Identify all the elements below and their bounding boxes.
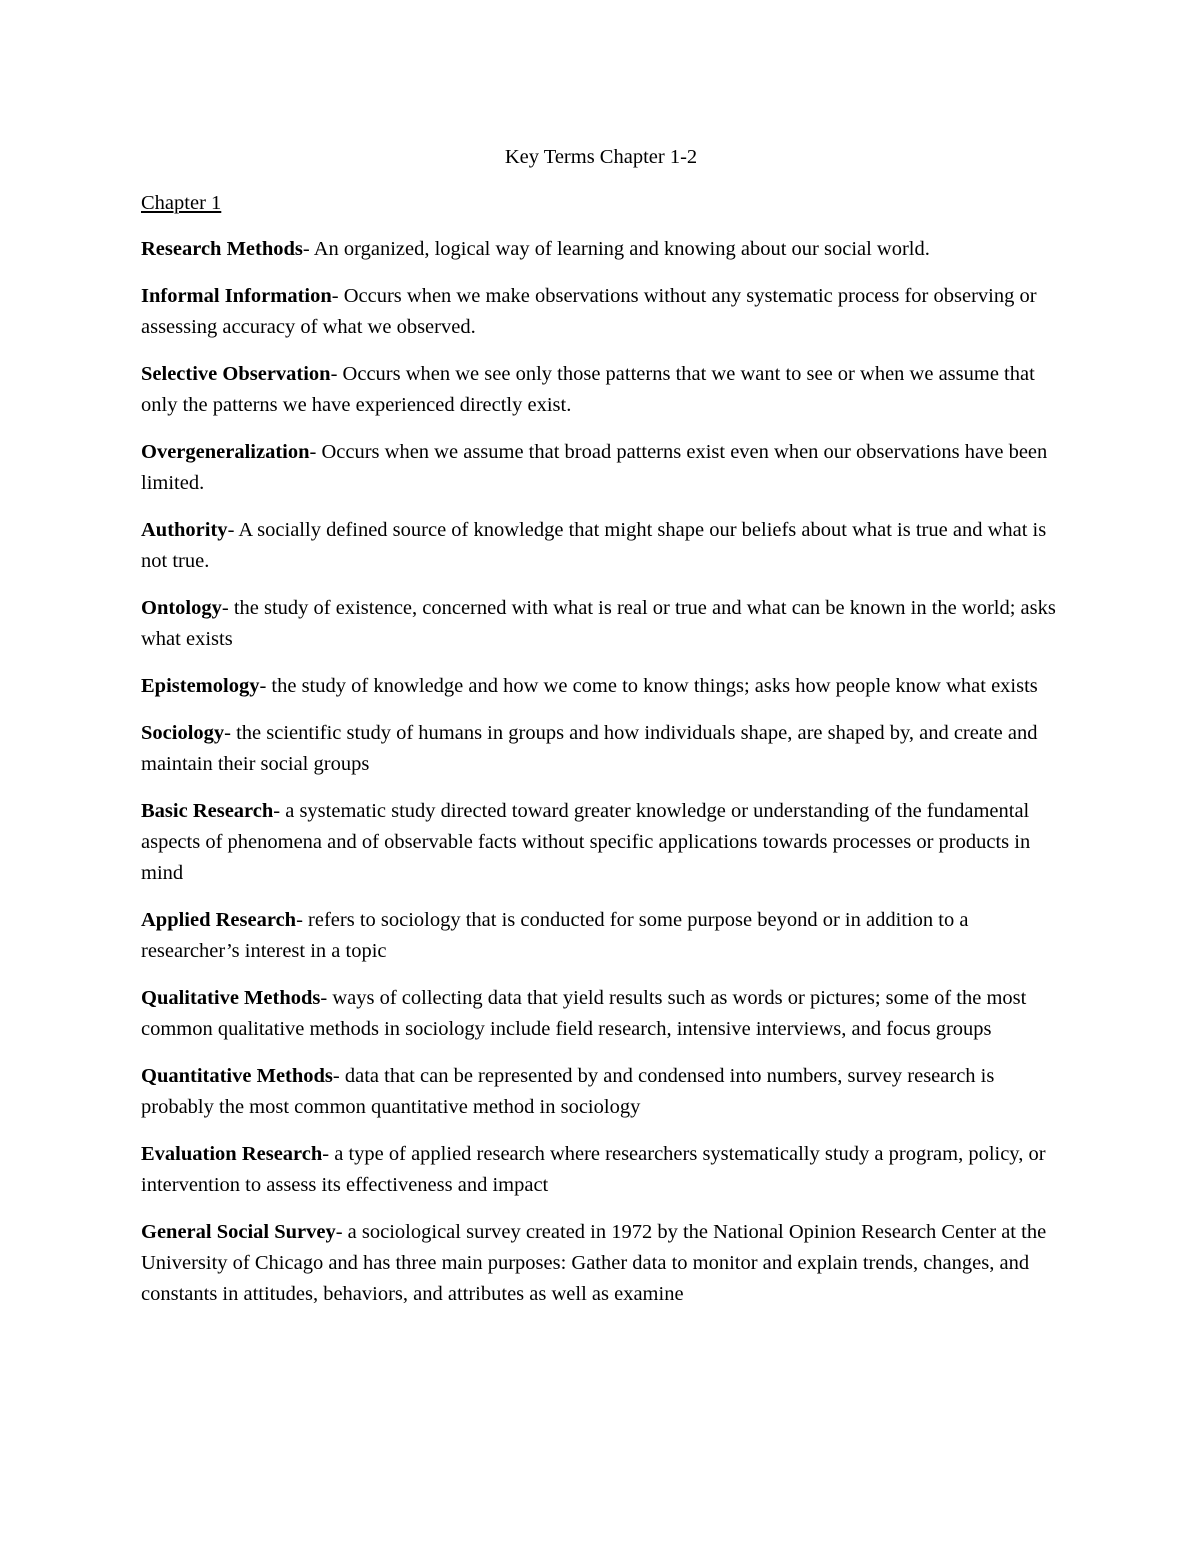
term-entry [141, 983, 1061, 1045]
term-name: General Social Survey [141, 1221, 336, 1243]
term-definition: - a sociological survey created in 1972 by the National Opinion Research Center at the University of Chicago and has three main purposes: Gather data to monitor and explain trends, changes, and constants in attitudes, behaviors, and attributes as well as examine [141, 1221, 1047, 1305]
term-entry [141, 1139, 1061, 1201]
term-definition: - ways of collecting data that yield results such as words or pictures; some of the most common qualitative methods in sociology include field research, intensive interviews, and focus groups [141, 987, 1027, 1040]
term-name: Overgeneralization [141, 441, 310, 463]
term-entry [141, 905, 1061, 967]
chapter-heading: Chapter 1 [141, 192, 222, 214]
term-entry [141, 281, 1061, 343]
term-definition: - Occurs when we see only those patterns that we want to see or when we assume that only the patterns we have experienced directly exist. [141, 363, 1035, 416]
term-name: Research Methods [141, 238, 303, 260]
document-title: Key Terms Chapter 1-2 [504, 146, 698, 168]
term-definition: - data that can be represented by and condensed into numbers, survey research is probably the most common quantitative method in sociology [141, 1065, 995, 1118]
term-name: Evaluation Research [141, 1143, 323, 1165]
term-name: Quantitative Methods [141, 1065, 333, 1087]
term-name: Authority [141, 519, 228, 541]
document-body [141, 142, 1061, 1326]
term-name: Basic Research [141, 800, 274, 822]
term-definition: - the study of knowledge and how we come to know things; asks how people know what exists [259, 675, 1038, 697]
term-definition: - Occurs when we assume that broad patterns exist even when our observations have been limited. [141, 441, 1048, 494]
term-definition: - A socially defined source of knowledge that might shape our beliefs about what is true and what is not true. [141, 519, 1047, 572]
term-definition: - Occurs when we make observations without any systematic process for observing or assessing accuracy of what we observed. [141, 285, 1037, 338]
term-name: Ontology [141, 597, 222, 619]
term-entry [141, 671, 1061, 702]
term-name: Selective Observation [141, 363, 331, 385]
term-entry [141, 234, 1061, 265]
term-definition: - refers to sociology that is conducted for some purpose beyond or in addition to a researcher’s interest in a topic [141, 909, 969, 962]
term-name: Qualitative Methods [141, 987, 321, 1009]
term-entry [141, 593, 1061, 655]
term-entry [141, 437, 1061, 499]
term-entry [141, 359, 1061, 421]
term-entry [141, 515, 1061, 577]
term-name: Sociology [141, 722, 225, 744]
term-name: Applied Research [141, 909, 297, 931]
term-name: Epistemology [141, 675, 260, 697]
term-entry [141, 718, 1061, 780]
term-entry [141, 1217, 1061, 1310]
term-definition: - a systematic study directed toward greater knowledge or understanding of the fundamental aspects of phenomena and of observable facts without specific applications towards processes or products in mind [141, 800, 1031, 884]
term-entry [141, 796, 1061, 889]
term-name: Informal Information [141, 285, 332, 307]
term-definition: - a type of applied research where researchers systematically study a program, policy, or intervention to assess its effectiveness and impact [141, 1143, 1046, 1196]
term-definition: - the study of existence, concerned with what is real or true and what can be known in the world; asks what exists [141, 597, 1056, 650]
term-definition: - the scientific study of humans in groups and how individuals shape, are shaped by, and create and maintain their social groups [141, 722, 1038, 775]
term-entry [141, 1061, 1061, 1123]
term-definition: - An organized, logical way of learning and knowing about our social world. [302, 238, 930, 260]
